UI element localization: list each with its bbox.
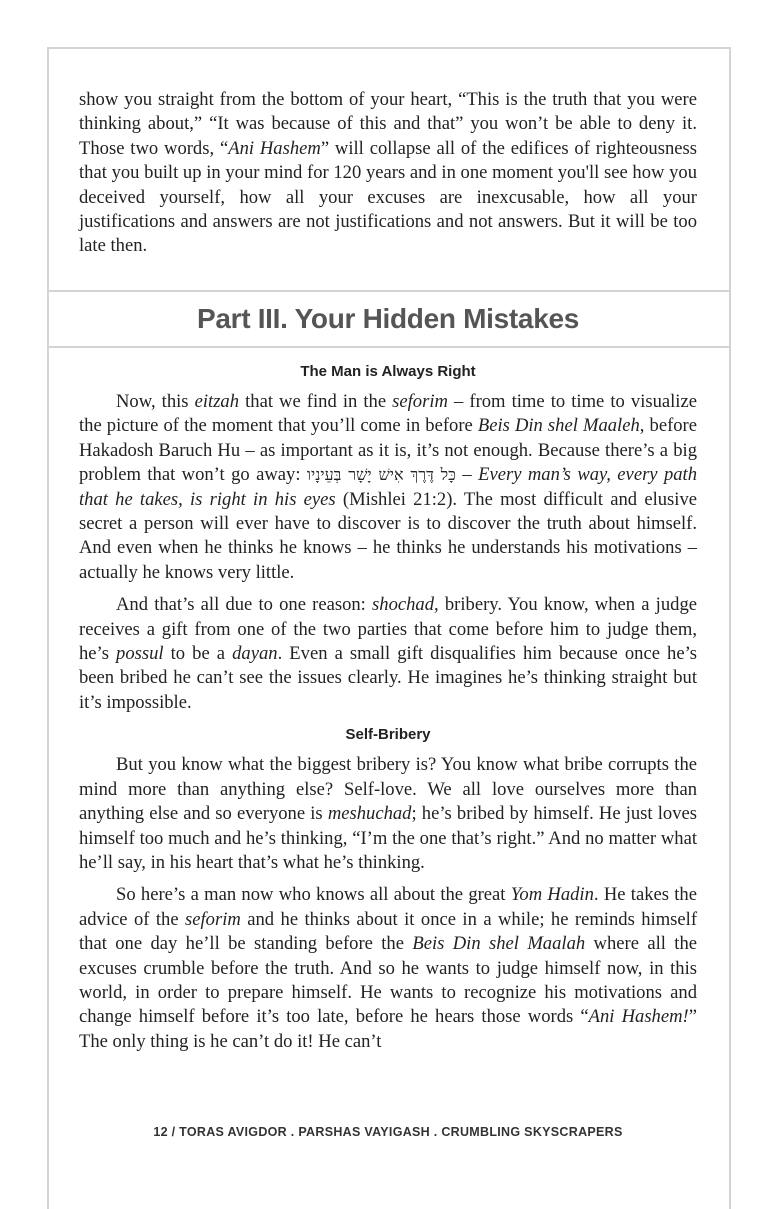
text-segment: . Even a small gift disqualifies him because once he’s been bribed he can’t see the issues clearly. He imagines he’s thinking straight but it’s impossible. bbox=[79, 643, 697, 713]
text-segment: show you straight from the bottom of your heart, “This is the truth that you were thinking about,” “It was because of this and that” you won’t be able to deny it. Those two words, “ bbox=[79, 89, 697, 159]
text-segment: ” will collapse all of the edifices of righteousness that you built up in your mind for 120 years and in one moment you'll see how you deceived yourself, how all your excuses are inexcusable, how all your justifications and answers are not justifications and not answers. But it will be too late then. bbox=[79, 137, 697, 257]
italic-term: dayan bbox=[232, 643, 278, 665]
paragraph bbox=[79, 883, 697, 1054]
text-segment: (Mishlei 21:2). The most difficult and elusive secret a person will ever have to discover is to discover the truth about himself. And even when he thinks he knows – he thinks he understands his motivations – actually he knows very little. bbox=[79, 488, 697, 583]
text-segment: ” The only thing is he can’t do it! He can’t bbox=[79, 1006, 697, 1052]
section-title: Part III. Your Hidden Mistakes bbox=[196, 303, 580, 334]
italic-term: Every man’s way, every path that he takes, is right in his eyes bbox=[79, 464, 698, 510]
text-segment: – bbox=[455, 464, 479, 486]
text-segment: And that’s all due to one reason: bbox=[116, 594, 373, 616]
subheading: The Man is Always Right bbox=[300, 363, 476, 380]
paragraph bbox=[79, 88, 697, 259]
italic-term: shochad bbox=[372, 594, 435, 616]
top-text bbox=[79, 88, 697, 259]
italic-term: meshuchad bbox=[327, 803, 412, 825]
text-segment: , before Hakadosh Baruch Hu – as important as it is, it’s not enough. Because there’s a big problem that won’t go away: bbox=[79, 415, 697, 486]
italic-term: Ani Hashem bbox=[228, 137, 321, 159]
text-segment: and he thinks about it once in a while; he reminds himself that one day he’ll be standing before the bbox=[79, 908, 698, 955]
text-segment: where all the excuses crumble before the truth. And so he wants to judge himself now, in this world, in order to prepare himself. He wants to recognize his motivations and change himself before it’s too late, before he hears those words “ bbox=[79, 933, 697, 1028]
text-segment: . He takes the advice of the bbox=[79, 884, 697, 930]
text-segment: , bribery. You know, when a judge receives a gift from one of the two parties that come before him to judge them, he’s bbox=[79, 594, 697, 665]
italic-term: seforim bbox=[392, 391, 448, 412]
text-segment: But you know what the biggest bribery is? You know what bribe corrupts the mind more than anything else? Self-love. We all love ourselves more than anything else and so everyone is bbox=[79, 754, 697, 825]
paragraph bbox=[79, 390, 697, 585]
paragraph bbox=[79, 753, 697, 875]
text-segment: – from time to time to visualize the picture of the moment that you’ll come in before bbox=[79, 391, 697, 437]
text-segment: Now, this bbox=[116, 391, 195, 412]
text-segment: to be a bbox=[163, 643, 233, 665]
page-footer: 12 / TORAS AVIGDOR . PARSHAS VAYIGASH . CRUMBLING SKYSCRAPERS bbox=[153, 1125, 623, 1139]
italic-term: Beis Din shel Maalah bbox=[412, 933, 586, 955]
text-segment: ; he’s bribed by himself. He just loves himself too much and he’s thinking, “I’m the one that’s right.” And no matter what he’ll say, in his heart that’s what he’s thinking. bbox=[79, 803, 697, 873]
text-segment: that we find in the bbox=[239, 391, 393, 412]
main-text bbox=[79, 360, 697, 1062]
italic-term: Beis Din shel Maaleh bbox=[477, 415, 640, 437]
paragraph bbox=[79, 593, 697, 715]
italic-term: Yom Hadin bbox=[510, 884, 594, 906]
italic-term: possul bbox=[116, 643, 164, 665]
italic-term: seforim bbox=[185, 908, 241, 930]
italic-term: eitzah bbox=[194, 391, 240, 412]
text-segment: So here’s a man now who knows all about the great bbox=[116, 884, 511, 906]
subheading: Self-Bribery bbox=[345, 726, 431, 744]
section-header bbox=[47, 290, 729, 348]
italic-term: Ani Hashem! bbox=[588, 1006, 689, 1028]
hebrew-quote: כָּל דֶּרֶךְ אִישׁ יָשָׁר בְּעֵינָיו bbox=[306, 465, 456, 485]
